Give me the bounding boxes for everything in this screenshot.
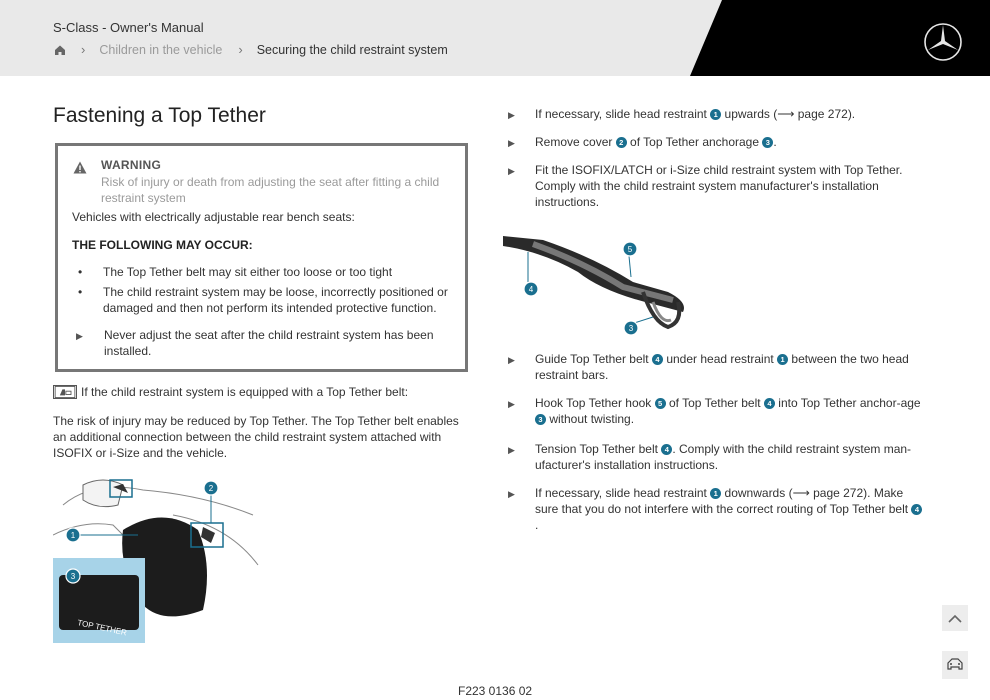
- warning-vehicles: Vehicles with electrically adjustable rear bench seats:: [72, 210, 355, 224]
- callout-badge: 4: [764, 398, 775, 409]
- step-text: upwards (⟶ page 272).: [721, 107, 856, 121]
- top-tether-condition: [53, 385, 408, 399]
- step-text: Fit the ISOFIX/LATCH or i-Size child restraint system with Top Tether. Comply with the child restraint system manufacturer's installation instructions.: [535, 163, 903, 209]
- chevron-right-icon: ›: [81, 42, 86, 57]
- warning-following: THE FOLLOWING MAY OCCUR:: [72, 238, 253, 252]
- step-text: downwards (⟶ page 272). Make sure that you do not interfere with the correct routing of Top Tether belt: [535, 486, 912, 516]
- callout-badge: 4: [652, 354, 663, 365]
- play-triangle-icon: ▶: [508, 166, 515, 176]
- breadcrumb-current: Securing the child restraint system: [256, 42, 448, 57]
- manual-title: S-Class - Owner's Manual: [53, 20, 204, 35]
- top-tether-condition-text: If the child restraint system is equipped with a Top Tether belt:: [81, 385, 409, 399]
- callout-3: 3: [70, 572, 76, 581]
- step-5: [508, 395, 923, 427]
- callout-badge: 4: [911, 504, 922, 515]
- step-text: Hook Top Tether hook: [535, 396, 655, 410]
- bullet-icon: •: [78, 265, 83, 279]
- callout-3: 3: [628, 324, 634, 333]
- step-text: between the two head restraint bars.: [535, 352, 909, 382]
- step-text: of Top Tether belt: [665, 396, 764, 410]
- step-text: Guide Top Tether belt: [535, 352, 652, 366]
- play-triangle-icon: ▶: [508, 489, 515, 499]
- warning-risk: Risk of injury or death from adjusting the seat after fitting a child restraint system: [101, 175, 440, 205]
- breadcrumb: [53, 42, 448, 57]
- page-header: [0, 0, 990, 76]
- tether-hook-illustration: [503, 232, 693, 342]
- risk-paragraph: The risk of injury may be reduced by Top Tether. The Top Tether belt enables an additional connection between the child restraint system attached with ISOFIX or i-Size and the vehicle.: [53, 414, 459, 460]
- figure-code: F223 0136 02: [458, 684, 533, 698]
- car-icon: [947, 658, 963, 672]
- play-triangle-icon: ▶: [508, 445, 515, 455]
- list-item: [72, 284, 452, 316]
- warning-box: [55, 143, 468, 372]
- top-tether-seat-icon: [53, 385, 77, 399]
- play-triangle-icon: ▶: [508, 355, 515, 365]
- chevron-right-icon: ›: [238, 42, 243, 57]
- step-6: [508, 441, 923, 473]
- step-text: Remove cover: [535, 135, 616, 149]
- callout-badge: 2: [616, 137, 627, 148]
- list-item-text: The child restraint system may be loose, incorrectly positioned or damaged and then not perform its intended protective function.: [103, 285, 448, 315]
- callout-5: 5: [627, 245, 633, 254]
- step-text: Tension Top Tether belt: [535, 442, 662, 456]
- callout-badge: 1: [710, 488, 721, 499]
- chevron-up-icon: [948, 614, 962, 623]
- warning-action: [72, 327, 452, 359]
- bullet-icon: •: [78, 285, 83, 299]
- step-text: . Comply with the child restraint system man-ufacturer's installation instructions.: [535, 442, 912, 472]
- step-text: .: [535, 518, 539, 532]
- home-icon[interactable]: [53, 43, 67, 57]
- child-seat-illustration: [53, 475, 263, 645]
- step-3: [508, 162, 903, 210]
- step-text: If necessary, slide head restraint: [535, 486, 711, 500]
- step-text: without twisting.: [546, 412, 635, 426]
- play-triangle-icon: ▶: [508, 399, 515, 409]
- scroll-up-button[interactable]: [942, 605, 968, 631]
- callout-badge: 1: [777, 354, 788, 365]
- step-text: of Top Tether anchorage: [626, 135, 763, 149]
- callout-badge: 4: [661, 444, 672, 455]
- callout-badge: 3: [535, 414, 546, 425]
- step-4: [508, 351, 923, 383]
- step-text: If necessary, slide head restraint: [535, 107, 711, 121]
- play-triangle-icon: ▶: [76, 331, 83, 341]
- callout-1: 1: [70, 531, 76, 540]
- vehicle-view-button[interactable]: [942, 651, 968, 679]
- step-text: into Top Tether anchor-age: [774, 396, 921, 410]
- step-7: [508, 485, 923, 533]
- breadcrumb-children-link[interactable]: Children in the vehicle: [99, 42, 223, 57]
- warning-action-text: Never adjust the seat after the child restraint system has been installed.: [104, 328, 434, 358]
- play-triangle-icon: ▶: [508, 110, 515, 120]
- list-item: [72, 264, 452, 280]
- callout-2: 2: [208, 484, 214, 493]
- warning-heading: WARNING: [101, 158, 162, 172]
- step-text: under head restraint: [662, 352, 778, 366]
- warning-list: [72, 264, 452, 320]
- step-1: [508, 106, 918, 122]
- list-item-text: The Top Tether belt may sit either too loose or too tight: [103, 265, 393, 279]
- callout-4: 4: [528, 285, 534, 294]
- page-title: Fastening a Top Tether: [53, 104, 266, 127]
- top-tether-label: TOP TETHER: [76, 618, 128, 638]
- callout-badge: 3: [762, 137, 773, 148]
- callout-badge: 1: [710, 109, 721, 120]
- step-text: .: [773, 135, 777, 149]
- play-triangle-icon: ▶: [508, 138, 515, 148]
- callout-badge: 5: [655, 398, 666, 409]
- step-2: [508, 134, 918, 150]
- warning-triangle-icon: [73, 161, 87, 174]
- mercedes-star-icon[interactable]: [923, 22, 963, 62]
